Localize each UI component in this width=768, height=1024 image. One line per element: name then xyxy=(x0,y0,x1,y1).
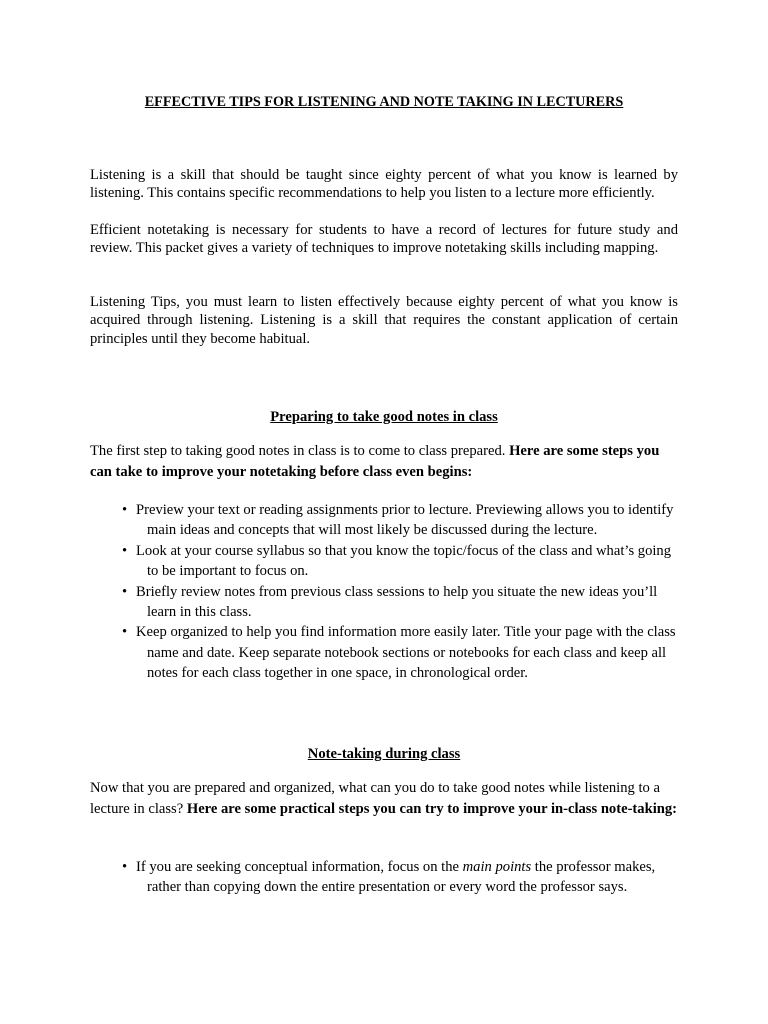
section-heading-preparing: Preparing to take good notes in class xyxy=(270,409,498,425)
intro-text: Now that you are prepared and organized, what can you do to take good notes while listening to a lecture in class? xyxy=(90,780,660,817)
bullet-list-preparing xyxy=(120,500,680,684)
list-item xyxy=(120,582,680,623)
list-item-text: Preview your text or reading assignments prior to lecture. Previewing allows you to identify main ideas and concepts that will most likely be discussed during the lecture. xyxy=(136,502,674,539)
document-title: EFFECTIVE TIPS FOR LISTENING AND NOTE TAKING IN LECTURERS xyxy=(144,94,624,110)
section-intro-preparing xyxy=(90,441,678,482)
bullet-icon: • xyxy=(122,502,128,518)
list-item-text xyxy=(136,857,680,898)
list-item-text-part: the professor makes, rather than copying down the entire presentation or every word the professor says. xyxy=(147,859,656,896)
bullet-icon: • xyxy=(122,859,128,875)
list-item-text-part: If you are seeking conceptual information, focus on the xyxy=(136,859,463,875)
intro-bold-text: Here are some steps you can take to improve your notetaking before class even begins: xyxy=(90,443,660,480)
bullet-icon: • xyxy=(122,542,128,559)
section-intro-during-class xyxy=(90,778,678,819)
list-item-text: Briefly review notes from previous class sessions to help you situate the new ideas you’ll learn in this class. xyxy=(136,583,658,621)
list-item xyxy=(120,857,680,898)
list-item-text: Keep organized to help you find information more easily later. Title your page with the class name and date. Keep separate notebook sections or notebooks for each class and keep all notes for each class together in one space, in chronological order. xyxy=(136,624,676,682)
list-item xyxy=(120,541,680,582)
list-item xyxy=(120,500,680,541)
section-heading-during-class: Note-taking during class xyxy=(307,746,461,762)
bullet-list-during-class xyxy=(120,857,680,898)
intro-bold-text: Here are some practical steps you can try to improve your in-class note-taking: xyxy=(186,800,678,817)
list-item xyxy=(120,622,680,683)
bullet-icon: • xyxy=(122,583,128,600)
list-item-emphasis: main points xyxy=(462,859,532,875)
paragraph-listening-tips: Listening Tips, you must learn to listen effectively because eighty percent of what you know is acquired through listening. Listening is a skill that requires the constant application of certain principles until they become habitual. xyxy=(90,294,678,347)
paragraph-listening-intro: Listening is a skill that should be taught since eighty percent of what you know is learned by listening. This contains specific recommendations to help you listen to a lecture more efficiently. xyxy=(90,167,678,202)
list-item-text: Look at your course syllabus so that you know the topic/focus of the class and what’s going to be important to focus on. xyxy=(136,542,672,580)
paragraph-notetaking-intro: Efficient notetaking is necessary for students to have a record of lectures for future study and review. This packet gives a variety of techniques to improve notetaking skills including mapping. xyxy=(90,222,678,257)
intro-text: The first step to taking good notes in class is to come to class prepared. xyxy=(90,443,510,459)
bullet-icon: • xyxy=(122,624,128,641)
